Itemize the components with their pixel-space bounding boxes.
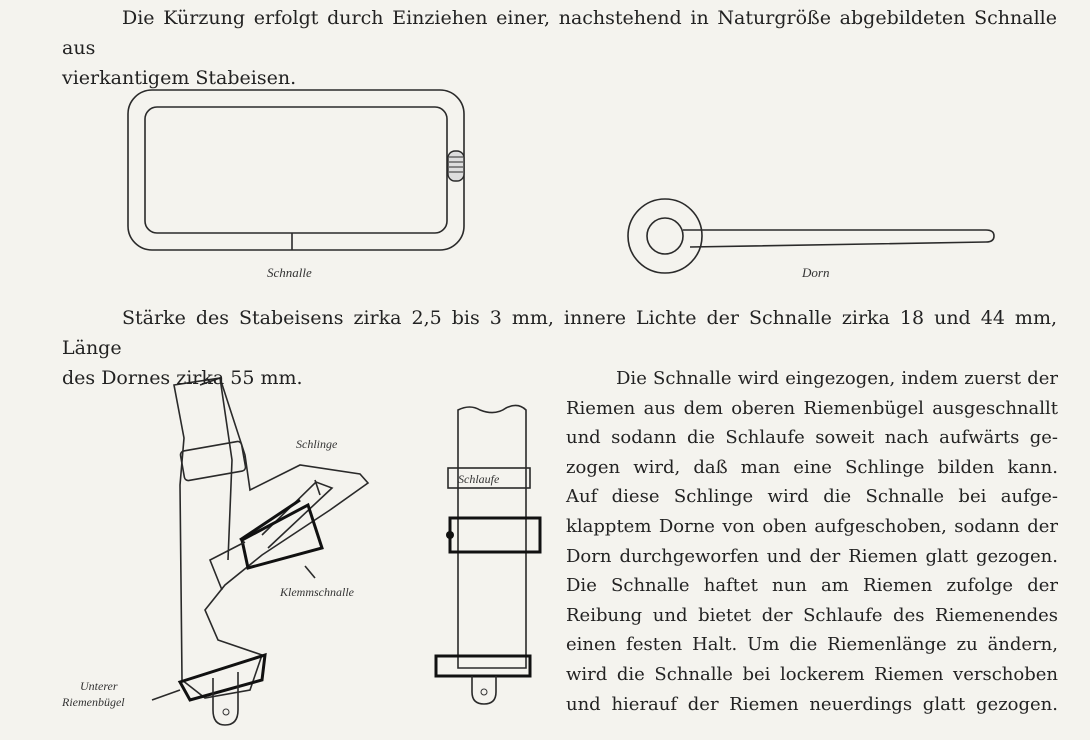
paragraph-instructions-line: Dorn durchgeworfen und der Riemen glatt gezogen.: [566, 545, 1058, 567]
caption-buckle: Schnalle: [267, 265, 312, 280]
paragraph-instructions: [566, 364, 1058, 719]
paragraph-instructions-line: und sodann die Schlaufe soweit nach aufwärts ge-: [566, 427, 1058, 449]
caption-pin: Dorn: [802, 265, 830, 280]
label-keeper: Schlaufe: [458, 472, 500, 486]
paragraph-dimensions-line-2: des Dornes zirka 55 mm.: [62, 367, 303, 389]
paragraph-instructions-line: und hierauf der Riemen neuerdings glatt gezogen.: [566, 693, 1058, 715]
label-lower-strap-bracket-2: Riemenbügel: [62, 695, 125, 709]
pin-drawing: [628, 199, 994, 273]
strap-with-clamp-buckle-drawing: [61, 378, 368, 725]
paragraph-instructions-line: wird die Schnalle bei lockerem Riemen verschoben: [566, 663, 1058, 685]
paragraph-instructions-line: Die Schnalle haftet nun am Riemen zufolge der: [566, 575, 1058, 597]
paragraph-intro-line-2: vierkantigem Stabeisen.: [62, 67, 297, 89]
paragraph-intro-line-1: Die Kürzung erfolgt durch Einziehen einer, nachstehend in Naturgröße abgebildeten Schnalle aus: [62, 7, 1057, 59]
strap-with-keeper-drawing: [436, 405, 540, 704]
paragraph-instructions-line: Riemen aus dem oberen Riemenbügel ausgeschnallt: [566, 397, 1058, 419]
label-lower-strap-bracket-1: Unterer: [80, 679, 118, 693]
label-clamp-buckle: Klemmschnalle: [280, 585, 354, 599]
paragraph-instructions-line: zogen wird, daß man eine Schlinge bilden kann.: [566, 456, 1058, 478]
buckle-drawing: [128, 90, 464, 250]
paragraph-instructions-line: klapptem Dorne von oben aufgeschoben, sodann der: [566, 515, 1058, 537]
paragraph-instructions-line: Die Schnalle wird eingezogen, indem zuerst der: [616, 368, 1058, 389]
label-loop: Schlinge: [296, 437, 338, 451]
paragraph-instructions-line: Auf diese Schlinge wird die Schnalle bei aufge-: [566, 486, 1058, 508]
paragraph-dimensions-line-1: Stärke des Stabeisens zirka 2,5 bis 3 mm, innere Lichte der Schnalle zirka 18 und 44 mm, Länge: [62, 307, 1057, 359]
paragraph-instructions-line: Reibung und bietet der Schlaufe des Riemenendes: [566, 604, 1058, 626]
paragraph-instructions-line: einen festen Halt. Um die Riemenlänge zu ändern,: [566, 634, 1058, 656]
